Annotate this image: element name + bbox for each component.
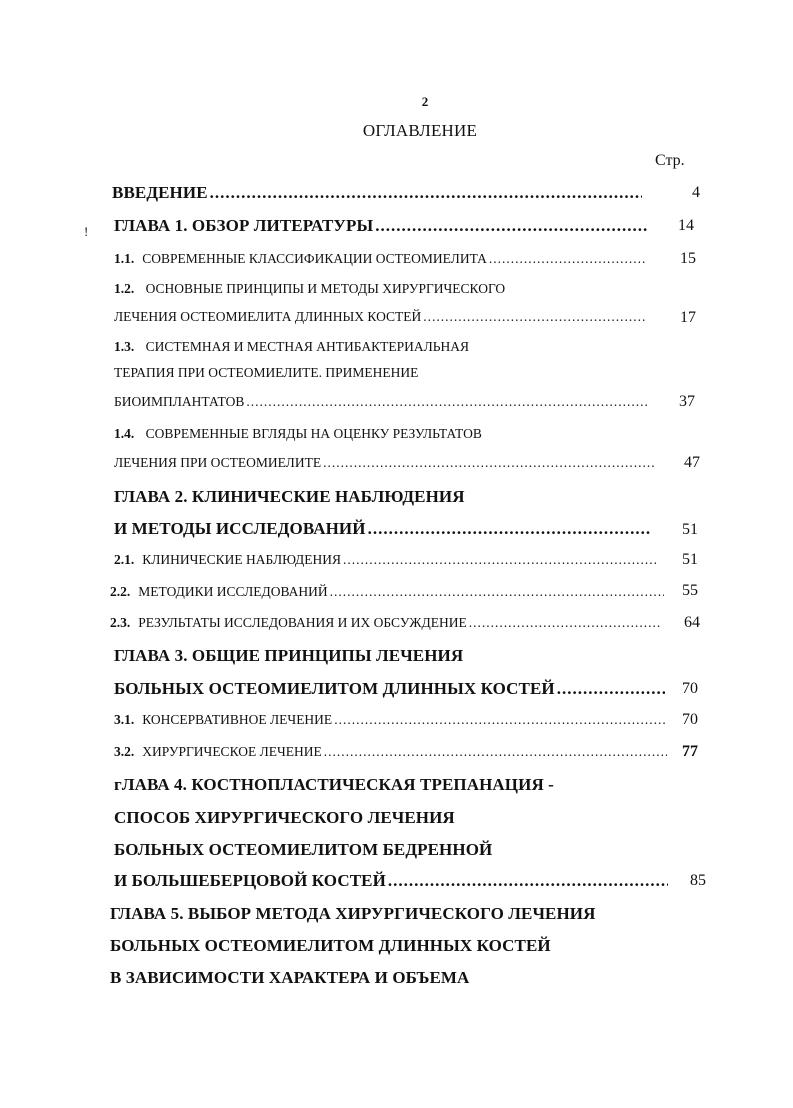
dot-leader — [557, 679, 665, 699]
dot-leader — [388, 871, 668, 891]
toc-entry-label: ОСНОВНЫЕ ПРИНЦИПЫ И МЕТОДЫ ХИРУРГИЧЕСКОГО — [145, 281, 506, 296]
toc-page-number: 64 — [684, 614, 700, 631]
toc-entry-label: И БОЛЬШЕБЕРЦОВОЙ КОСТЕЙ — [114, 871, 386, 890]
toc-entry-label: СИСТЕМНАЯ И МЕСТНАЯ АНТИБАКТЕРИАЛЬНАЯ — [145, 339, 469, 354]
toc-entry-label: ЛЕЧЕНИЯ ПРИ ОСТЕОМИЕЛИТЕ — [114, 455, 322, 470]
dot-leader — [489, 251, 647, 267]
toc-page-number: 85 — [690, 872, 706, 889]
dot-leader — [469, 615, 661, 631]
toc-page-number: 47 — [684, 454, 700, 471]
toc-entry-3-2[interactable] — [114, 744, 667, 760]
toc-page-number: 14 — [678, 217, 694, 234]
toc-entry-label: РЕЗУЛЬТАТЫ ИССЛЕДОВАНИЯ И ИХ ОБСУЖДЕНИЕ — [138, 615, 467, 630]
toc-page-number: 51 — [682, 521, 698, 538]
toc-entry-chapter-4-cont[interactable] — [114, 871, 668, 891]
toc-entry-label: СОВРЕМЕННЫЕ ВГЛЯДЫ НА ОЦЕНКУ РЕЗУЛЬТАТОВ — [145, 426, 482, 441]
toc-entry-1-2[interactable] — [114, 281, 505, 297]
toc-entry-1-3[interactable] — [114, 339, 469, 355]
page-column-header: Стр. — [655, 152, 685, 169]
toc-entry-1-4-cont[interactable] — [114, 455, 654, 471]
page-number: 2 — [421, 94, 429, 109]
toc-entry-intro[interactable] — [112, 183, 642, 203]
section-number: 3.1. — [114, 712, 135, 727]
toc-entry-chapter-2[interactable]: ГЛАВА 2. КЛИНИЧЕСКИЕ НАБЛЮДЕНИЯ — [114, 487, 465, 506]
dot-leader — [375, 216, 648, 236]
toc-entry-label: КОНСЕРВАТИВНОЕ ЛЕЧЕНИЕ — [142, 712, 333, 727]
section-number: 1.3. — [114, 339, 135, 354]
section-number: 1.4. — [114, 426, 135, 441]
section-number: 1.2. — [114, 281, 135, 296]
toc-entry-chapter-4-line-3: БОЛЬНЫХ ОСТЕОМИЕЛИТОМ БЕДРЕННОЙ — [114, 840, 493, 859]
toc-entry-chapter-4-line-2: СПОСОБ ХИРУРГИЧЕСКОГО ЛЕЧЕНИЯ — [114, 808, 455, 827]
dot-leader — [368, 519, 650, 539]
toc-page-number: 37 — [679, 393, 695, 410]
section-number: 1.1. — [114, 251, 135, 266]
toc-entry-2-1[interactable] — [114, 552, 656, 568]
toc-entry-label: ХИРУРГИЧЕСКОЕ ЛЕЧЕНИЕ — [142, 744, 322, 759]
toc-page-number: 51 — [682, 551, 698, 568]
dot-leader — [324, 744, 667, 760]
section-number: 2.3. — [110, 615, 131, 630]
toc-entry-chapter-4[interactable]: гЛАВА 4. КОСТНОПЛАСТИЧЕСКАЯ ТРЕПАНАЦИЯ - — [114, 775, 554, 794]
toc-entry-label: И МЕТОДЫ ИССЛЕДОВАНИЙ — [114, 519, 366, 538]
stray-mark: ! — [84, 224, 89, 239]
toc-entry-chapter-3-cont[interactable] — [114, 679, 665, 699]
dot-leader — [330, 584, 664, 600]
toc-page-number: 70 — [682, 680, 698, 697]
dot-leader — [210, 183, 642, 203]
toc-entry-2-2[interactable] — [110, 584, 664, 600]
section-number: 3.2. — [114, 744, 135, 759]
toc-entry-label: ТЕРАПИЯ ПРИ ОСТЕОМИЕЛИТЕ. ПРИМЕНЕНИЕ — [114, 365, 419, 380]
toc-entry-chapter-5-line-3: В ЗАВИСИМОСТИ ХАРАКТЕРА И ОБЪЕМА — [110, 968, 470, 987]
toc-entry-label: СОВРЕМЕННЫЕ КЛАССИФИКАЦИИ ОСТЕОМИЕЛИТА — [142, 251, 487, 266]
toc-entry-label: ВВЕДЕНИЕ — [112, 183, 208, 202]
toc-page-number: 15 — [680, 250, 696, 267]
toc-entry-1-4[interactable] — [114, 426, 482, 442]
toc-entry-2-3[interactable] — [110, 615, 661, 631]
toc-entry-chapter-1[interactable] — [114, 216, 648, 236]
toc-entry-1-3-line-2 — [114, 365, 418, 381]
toc-entry-1-1[interactable] — [114, 251, 647, 267]
dot-leader — [334, 712, 666, 728]
dot-leader — [246, 394, 649, 410]
toc-entry-label: ЛЕЧЕНИЯ ОСТЕОМИЕЛИТА ДЛИННЫХ КОСТЕЙ — [114, 309, 422, 324]
toc-entry-chapter-2-cont[interactable] — [114, 519, 650, 539]
toc-entry-3-1[interactable] — [114, 712, 666, 728]
toc-title: ОГЛАВЛЕНИЕ — [362, 121, 478, 140]
dot-leader — [343, 552, 656, 568]
section-number: 2.1. — [114, 552, 135, 567]
toc-entry-chapter-3[interactable]: ГЛАВА 3. ОБЩИЕ ПРИНЦИПЫ ЛЕЧЕНИЯ — [114, 646, 464, 665]
dot-leader — [323, 455, 654, 471]
toc-page-number: 55 — [682, 582, 698, 599]
dot-leader — [423, 309, 647, 325]
toc-entry-label: ГЛАВА 1. ОБЗОР ЛИТЕРАТУРЫ — [114, 216, 374, 235]
toc-page-number: 17 — [680, 309, 696, 326]
toc-entry-chapter-5[interactable]: ГЛАВА 5. ВЫБОР МЕТОДА ХИРУРГИЧЕСКОГО ЛЕЧЕНИЯ — [110, 904, 596, 923]
toc-entry-label: БИОИМПЛАНТАТОВ — [114, 394, 245, 409]
section-number: 2.2. — [110, 584, 131, 599]
toc-page-number: 70 — [682, 711, 698, 728]
toc-entry-1-3-cont[interactable] — [114, 394, 649, 410]
toc-entry-label: МЕТОДИКИ ИССЛЕДОВАНИЙ — [138, 584, 328, 599]
toc-entry-chapter-5-line-2: БОЛЬНЫХ ОСТЕОМИЕЛИТОМ ДЛИННЫХ КОСТЕЙ — [110, 936, 551, 955]
toc-entry-1-2-cont[interactable] — [114, 309, 647, 325]
toc-entry-label: БОЛЬНЫХ ОСТЕОМИЕЛИТОМ ДЛИННЫХ КОСТЕЙ — [114, 679, 555, 698]
toc-entry-label: КЛИНИЧЕСКИЕ НАБЛЮДЕНИЯ — [142, 552, 341, 567]
toc-page-number: 77 — [682, 743, 698, 760]
toc-page-number: 4 — [692, 184, 700, 201]
